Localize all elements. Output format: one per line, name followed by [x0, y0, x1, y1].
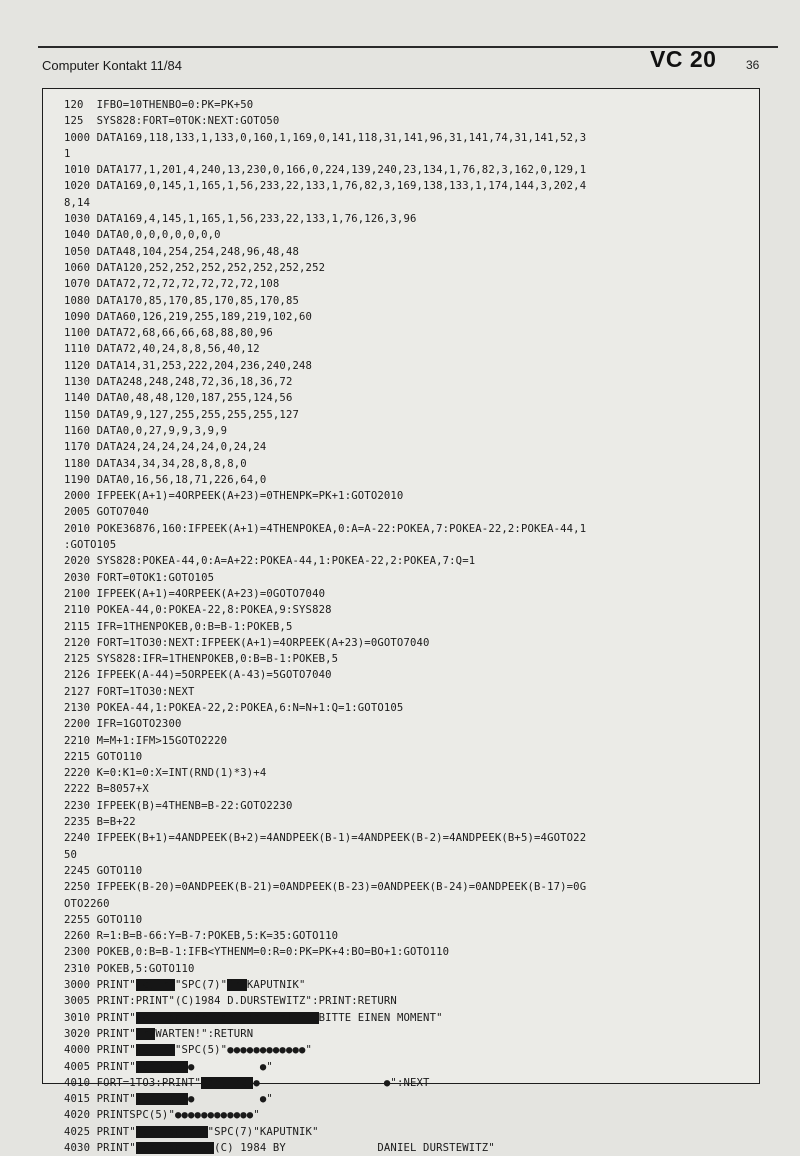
- code-line: 1100 DATA72,68,66,66,68,88,80,96: [64, 327, 273, 340]
- code-line: 2235 B=B+22: [64, 816, 136, 829]
- control-code-block: [c][r]: [135, 1044, 175, 1057]
- code-text: KAPUTNIK": [246, 979, 306, 992]
- code-line: [64, 1042, 586, 1058]
- code-text: "SPC(7)": [174, 979, 228, 992]
- code-line: 2200 IFR=1GOTO2300: [64, 718, 182, 731]
- code-line: 2100 IFPEEK(A+1)=4ORPEEK(A+23)=0GOTO7040: [64, 587, 326, 600]
- code-text: WARTEN!":RETURN: [155, 1027, 254, 1040]
- code-text: ● ●": [188, 1093, 273, 1106]
- code-line: 1070 DATA72,72,72,72,72,72,72,108: [64, 278, 280, 291]
- code-text: 3000 PRINT": [64, 979, 136, 992]
- code-text: 4005 PRINT": [64, 1060, 136, 1073]
- code-line: [64, 1026, 586, 1042]
- code-line: 1040 DATA0,0,0,0,0,0,0,0: [64, 229, 221, 242]
- code-text: 4020 PRINTSPC(5)"●●●●●●●●●●●●": [64, 1109, 260, 1122]
- code-line: 1110 DATA72,40,24,8,8,56,40,12: [64, 343, 260, 356]
- section-title: VC 20: [650, 46, 717, 72]
- code-line: 8,14: [64, 196, 91, 209]
- control-code-block: [cl][dn][dn][dn][dn][dn][rt]: [135, 1011, 319, 1024]
- code-line: 2215 GOTO110: [64, 750, 143, 763]
- code-line: 2115 IFR=1THENPOKEB,0:B=B-1:POKEB,5: [64, 620, 293, 633]
- code-line: OTO2260: [64, 897, 110, 910]
- control-code-block: [dn][dn][rt]: [135, 1142, 215, 1154]
- code-line: 2127 FORT=1TO30:NEXT: [64, 685, 195, 698]
- code-line: 2010 POKE36876,160:IFPEEK(A+1)=4THENPOKEA,0:A=A-22:POKEA,7:POKEA-22,2:POKEA-44,1: [64, 522, 587, 535]
- control-code-block: [dn][rt]: [135, 1060, 189, 1073]
- code-line: 1060 DATA120,252,252,252,252,252,252,252: [64, 261, 326, 274]
- code-text: 4030 PRINT": [64, 1142, 136, 1154]
- code-line: 1130 DATA248,248,248,72,36,18,36,72: [64, 376, 293, 389]
- code-line: [64, 1010, 586, 1026]
- code-line: 2310 POKEB,5:GOTO110: [64, 962, 195, 975]
- code-line: 125 SYS828:FORT=0TOK:NEXT:GOTO50: [64, 115, 280, 128]
- code-line: 1180 DATA34,34,34,28,8,8,8,0: [64, 457, 247, 470]
- code-text: (C) 1984 BY DANIEL DURSTEWITZ": [214, 1142, 495, 1154]
- code-line: [64, 993, 586, 1009]
- code-text: 4010 FORT=1TO3:PRINT": [64, 1076, 202, 1089]
- page-number: 36: [746, 58, 760, 72]
- code-line: 2240 IFPEEK(B+1)=4ANDPEEK(B+2)=4ANDPEEK(B-1)=4ANDPEEK(B-2)=4ANDPEEK(B+5)=4GOTO22: [64, 832, 587, 845]
- code-line: 2222 B=8057+X: [64, 783, 149, 796]
- listing-lines: [64, 97, 586, 1156]
- code-line: 1170 DATA24,24,24,24,24,0,24,24: [64, 441, 267, 454]
- control-code-block: [dn][dn][r]: [135, 1125, 208, 1138]
- code-text: 3020 PRINT": [64, 1027, 136, 1040]
- code-line: 2120 FORT=1TO30:NEXT:IFPEEK(A+1)=4ORPEEK(A+23)=0GOTO7040: [64, 636, 430, 649]
- code-line: 1000 DATA169,118,133,1,133,0,160,1,169,0,141,118,31,141,96,31,141,74,31,141,52,3: [64, 131, 587, 144]
- code-line: 2020 SYS828:POKEA-44,0:A=A+22:POKEA-44,1:POKEA-22,2:POKEA,7:Q=1: [64, 555, 476, 568]
- code-line: 2245 GOTO110: [64, 864, 143, 877]
- code-text: BITTE EINEN MOMENT": [318, 1011, 443, 1024]
- code-line: [64, 1059, 586, 1075]
- code-text: "SPC(7)"KAPUTNIK": [207, 1125, 319, 1138]
- code-line: 1090 DATA60,126,219,255,189,219,102,60: [64, 310, 313, 323]
- code-line: 2230 IFPEEK(B)=4THENB=B-22:GOTO2230: [64, 799, 293, 812]
- magazine-title: Computer Kontakt 11/84: [42, 58, 182, 73]
- code-text: ● ●":NEXT: [253, 1076, 430, 1089]
- code-text: 4025 PRINT": [64, 1125, 136, 1138]
- code-line: 1020 DATA169,0,145,1,165,1,56,233,22,133,1,76,82,3,169,138,133,1,174,144,3,202,4: [64, 180, 587, 193]
- code-line: 2130 POKEA-44,1:POKEA-22,2:POKEA,6:N=N+1:Q=1:GOTO105: [64, 701, 404, 714]
- code-line: 1140 DATA0,48,48,120,187,255,124,56: [64, 392, 293, 405]
- code-line: 2125 SYS828:IFR=1THENPOKEB,0:B=B-1:POKEB,5: [64, 653, 339, 666]
- code-line: 1080 DATA170,85,170,85,170,85,170,85: [64, 294, 300, 307]
- code-line: :GOTO105: [64, 539, 117, 552]
- code-line: 1030 DATA169,4,145,1,165,1,56,233,22,133,1,76,126,3,96: [64, 213, 417, 226]
- code-text: ● ●": [188, 1060, 273, 1073]
- code-line: [64, 977, 586, 993]
- control-code-block: [c][r]: [135, 979, 175, 992]
- control-code-block: [dn][rt]: [135, 1093, 189, 1106]
- code-line: 2250 IFPEEK(B-20)=0ANDPEEK(B-21)=0ANDPEEK(B-23)=0ANDPEEK(B-24)=0ANDPEEK(B-17)=0G: [64, 881, 587, 894]
- code-line: 50: [64, 848, 78, 861]
- code-line: 1160 DATA0,0,27,9,9,3,9,9: [64, 424, 228, 437]
- code-line: 2260 R=1:B=B-66:Y=B-7:POKEB,5:K=35:GOTO110: [64, 930, 339, 943]
- code-line: 1010 DATA177,1,201,4,240,13,230,0,166,0,224,139,240,23,134,1,76,82,3,162,0,129,1: [64, 164, 587, 177]
- code-line: 2255 GOTO110: [64, 913, 143, 926]
- code-line: [64, 1075, 586, 1091]
- basic-listing-box: [42, 88, 760, 1154]
- code-line: 2005 GOTO7040: [64, 506, 149, 519]
- control-code-block: [dn][rt]: [201, 1076, 254, 1089]
- control-code-block: [r]: [227, 979, 247, 992]
- code-line: [64, 1091, 586, 1107]
- code-line: 2220 K=0:K1=0:X=INT(RND(1)*3)+4: [64, 767, 267, 780]
- code-line: 120 IFBO=10THENBO=0:PK=PK+50: [64, 99, 254, 111]
- code-line: 1050 DATA48,104,254,254,248,96,48,48: [64, 245, 300, 258]
- code-line: 1150 DATA9,9,127,255,255,255,255,127: [64, 408, 300, 421]
- control-code-block: [r]: [135, 1027, 156, 1040]
- code-line: [64, 1140, 586, 1156]
- code-line: 2110 POKEA-44,0:POKEA-22,8:POKEA,9:SYS828: [64, 604, 332, 617]
- code-line: 1: [64, 147, 71, 160]
- code-text: 4000 PRINT": [64, 1044, 136, 1057]
- code-text: 4015 PRINT": [64, 1093, 136, 1106]
- code-line: [64, 1124, 586, 1140]
- code-line: 2126 IFPEEK(A-44)=5ORPEEK(A-43)=5GOTO7040: [64, 669, 332, 682]
- code-text: 3005 PRINT:PRINT"(C)1984 D.DURSTEWITZ":PRINT:RETURN: [64, 995, 397, 1008]
- code-line: 2000 IFPEEK(A+1)=4ORPEEK(A+23)=0THENPK=PK+1:GOTO2010: [64, 490, 404, 503]
- code-line: 2210 M=M+1:IFM>15GOTO2220: [64, 734, 228, 747]
- code-line: [64, 1107, 586, 1123]
- code-line: 2300 POKEB,0:B=B-1:IFB<YTHENM=0:R=0:PK=PK+4:BO=BO+1:GOTO110: [64, 946, 450, 959]
- code-line: 2030 FORT=0TOK1:GOTO105: [64, 571, 215, 584]
- code-text: 3010 PRINT": [64, 1011, 136, 1024]
- code-line: 1190 DATA0,16,56,18,71,226,64,0: [64, 473, 267, 486]
- code-line: 1120 DATA14,31,253,222,204,236,240,248: [64, 359, 313, 372]
- code-text: "SPC(5)"●●●●●●●●●●●●": [174, 1044, 313, 1057]
